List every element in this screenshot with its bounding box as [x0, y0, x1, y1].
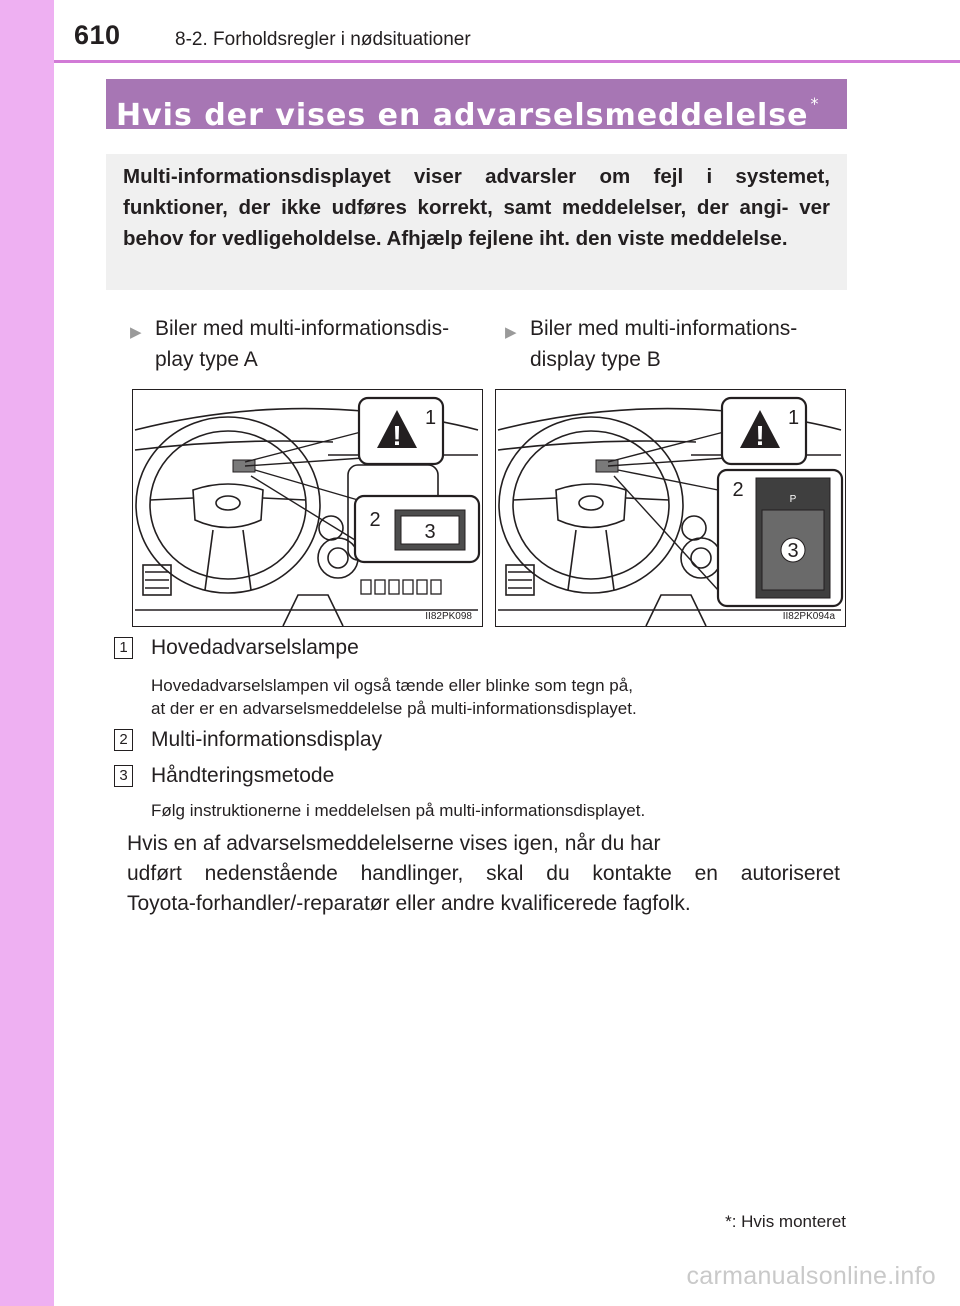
figure-b-code: II82PK094a: [782, 611, 835, 622]
dashboard-illustration-a: [132, 389, 483, 627]
figure-a-callout-2: 2: [369, 509, 381, 531]
closing-line: udført nedenstående handlinger, skal du kontakte en autoriseret: [127, 862, 840, 885]
dashboard-drawing-b: [496, 390, 845, 626]
legend-number-3: 3: [114, 765, 133, 787]
variant-b-label: [505, 313, 839, 375]
warning-symbol: !: [392, 420, 402, 451]
intro-text-line: ver behov for vedligeholdelse. Afhjælp fejlene iht. den viste: [123, 196, 830, 250]
figure-a-callout-3: 3: [424, 521, 436, 543]
variant-a-line2: play type A: [155, 348, 258, 371]
section-title: [106, 79, 847, 133]
variant-b-line1: Biler med multi-informations-: [530, 317, 798, 340]
chapter-header: 8-2. Forholdsregler i nødsituationer: [175, 29, 471, 50]
legend-desc-line: Følg instruktionerne i meddelelsen på multi-informationsdisplayet.: [151, 801, 646, 820]
header-divider: [54, 60, 960, 63]
legend-desc-3: [151, 799, 645, 822]
closing-line: Hvis en af advarselsmeddelelserne vises igen, når du har: [127, 832, 661, 855]
intro-text-line: funktioner, der ikke udføres korrekt, samt meddelelser, der angi-: [123, 196, 789, 219]
footnote-marker: *: [725, 1212, 732, 1231]
legend-desc-line: Hovedadvarselslampen vil også tænde eller blinke som tegn på,: [151, 676, 633, 695]
gear-indicator: P: [789, 494, 797, 505]
dashboard-illustration-b: [495, 389, 846, 627]
legend-label-1: Hovedadvarselslampe: [151, 636, 359, 659]
footnote-text: : Hvis monteret: [731, 1212, 846, 1231]
warning-symbol: !: [755, 420, 765, 451]
figure-b-callout-2: 2: [732, 479, 744, 501]
figure-a-code: II82PK098: [425, 611, 472, 622]
intro-box: [106, 154, 847, 290]
triangle-right-icon: ▶: [130, 324, 142, 341]
footnote: [725, 1212, 846, 1232]
figure-b-callout-1: 1: [788, 407, 800, 429]
figure-b-callout-3: 3: [787, 540, 799, 562]
side-band: [0, 0, 54, 1306]
intro-text-line: Multi-informationsdisplayet viser advarsler om fejl i systemet,: [123, 165, 830, 188]
section-title-text: Hvis der vises en advarselsmeddelelse: [116, 98, 809, 133]
legend-desc-line: at der er en advarselsmeddelelse på multi-informationsdisplayet.: [151, 699, 637, 718]
dashboard-drawing-a: [133, 390, 482, 626]
variant-a-label: [130, 313, 476, 375]
closing-paragraph: [127, 829, 840, 919]
legend-number-1: 1: [114, 637, 133, 659]
variant-a-line1: Biler med multi-informationsdis-: [155, 317, 450, 340]
legend-label-3: Håndteringsmetode: [151, 764, 335, 787]
figure-a-callout-1: 1: [425, 407, 437, 429]
watermark: carmanualsonline.info: [686, 1262, 936, 1290]
footnote-marker: *: [810, 94, 820, 113]
variant-b-line2: display type B: [530, 348, 661, 371]
legend-number-2: 2: [114, 729, 133, 751]
triangle-right-icon: ▶: [505, 324, 517, 341]
intro-text-line: meddelelse.: [670, 227, 788, 250]
closing-line: Toyota-forhandler/-reparatør eller andre kvalificerede fagfolk.: [127, 892, 691, 915]
page-number: 610: [74, 20, 121, 50]
legend-desc-1: [151, 674, 637, 720]
legend-label-2: Multi-informationsdisplay: [151, 728, 383, 751]
